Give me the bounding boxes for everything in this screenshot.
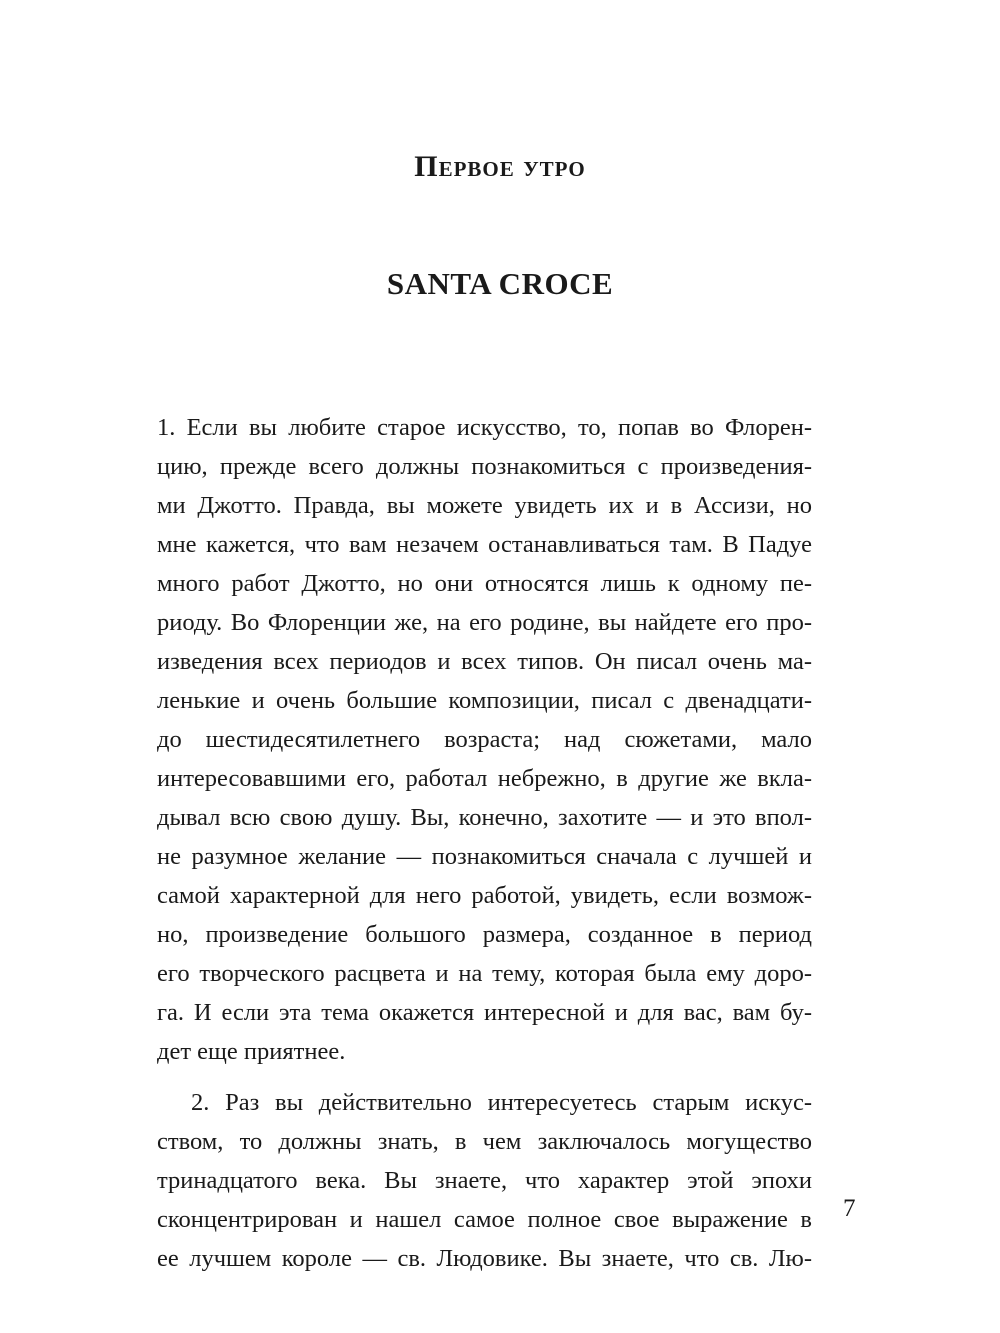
text-line: га. И если эта тема окажется интересной и для вас, вам бу-	[157, 999, 812, 1026]
text-line: до шестидесятилетнего возраста; над сюжетами, мало	[157, 726, 812, 753]
paragraph-1	[157, 408, 812, 1071]
text-line: сконцентрирован и нашел самое полное свое выражение в	[157, 1206, 812, 1233]
text-line: риоду. Во Флоренции же, на его родине, вы найдете его про-	[157, 609, 812, 636]
text-line: 2. Раз вы действительно интересуетесь старым искус-	[191, 1089, 812, 1116]
paragraph-2	[157, 1083, 812, 1278]
text-line: цию, прежде всего должны познакомиться с произведения-	[157, 453, 812, 480]
text-line: тринадцатого века. Вы знаете, что характер этой эпохи	[157, 1167, 812, 1194]
chapter-title: Первое утро	[414, 150, 586, 183]
text-line: 1. Если вы любите старое искусство, то, попав во Флорен-	[157, 414, 812, 441]
text-line: ее лучшем короле — св. Людовике. Вы знаете, что св. Лю-	[157, 1245, 812, 1272]
text-line: ленькие и очень большие композиции, писал с двенадцати-	[157, 687, 812, 714]
page-number: 7	[843, 1195, 856, 1222]
text-line: ми Джотто. Правда, вы можете увидеть их и в Ассизи, но	[157, 492, 812, 519]
body-text	[157, 408, 812, 1278]
text-line: его творческого расцвета и на тему, которая была ему доро-	[157, 960, 812, 987]
text-line: много работ Джотто, но они относятся лишь к одному пе-	[157, 570, 812, 597]
text-line: интересовавшими его, работал небрежно, в другие же вкла-	[157, 765, 812, 792]
text-line: дет еще приятнее.	[157, 1038, 346, 1065]
text-line: но, произведение большого размера, созданное в период	[157, 921, 812, 948]
text-line: не разумное желание — познакомиться сначала с лучшей и	[157, 843, 812, 870]
text-line: мне кажется, что вам незачем останавливаться там. В Падуе	[157, 531, 812, 558]
section-title: SANTA CROCE	[386, 266, 614, 301]
text-line: самой характерной для него работой, увидеть, если возмож-	[157, 882, 812, 909]
text-line: дывал всю свою душу. Вы, конечно, захотите — и это впол-	[157, 804, 812, 831]
text-line: ством, то должны знать, в чем заключалось могущество	[157, 1128, 812, 1155]
text-line: изведения всех периодов и всех типов. Он писал очень ма-	[157, 648, 812, 675]
